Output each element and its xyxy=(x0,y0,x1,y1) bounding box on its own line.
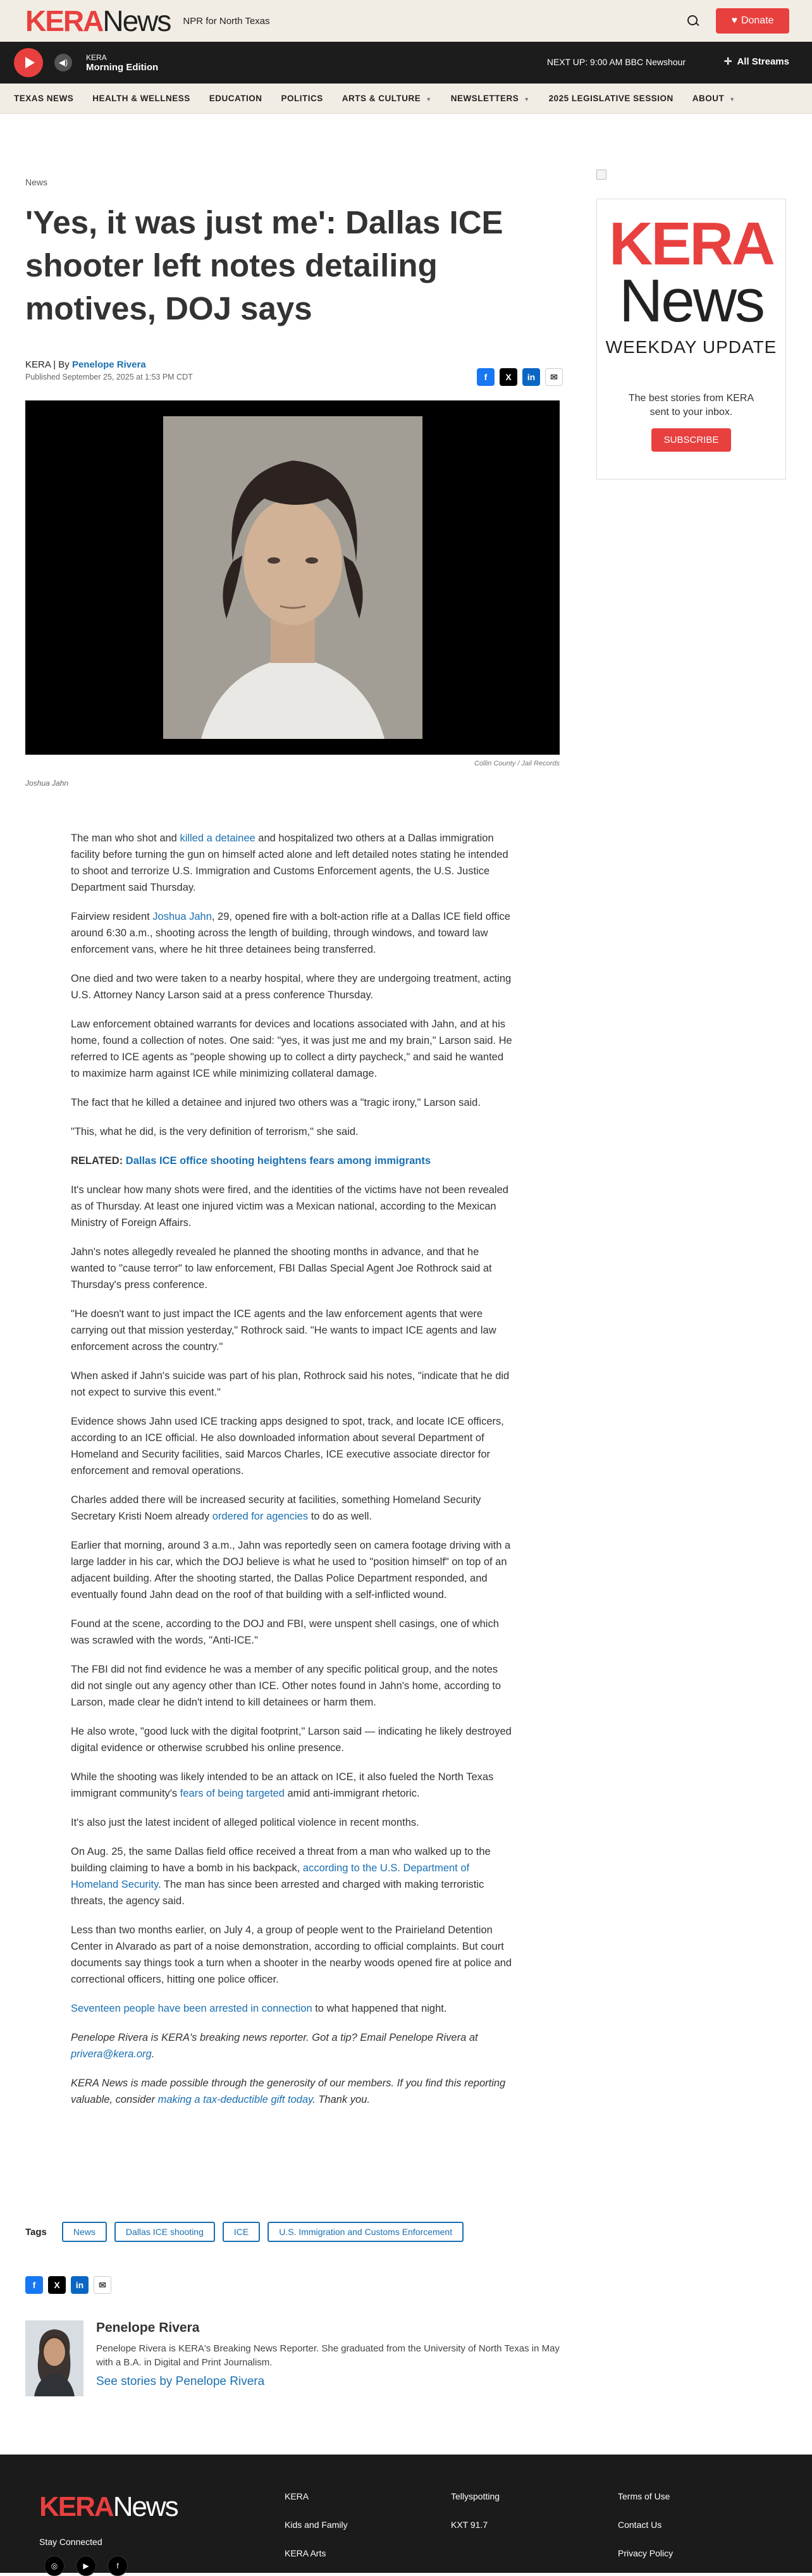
paragraph: Law enforcement obtained warrants for devices and locations associated with Jahn, and at his home, found a collection of notes. One said: "yes, it was just me and my brain," Larson said. He referred to ICE agents as "people showing up to collect a dirty paycheck," and said he wanted to maximize harm against ICE while minimizing collateral damage. xyxy=(71,1019,512,1079)
see-stories-link[interactable]: See stories by Penelope Rivera xyxy=(96,2375,265,2388)
station-info xyxy=(86,53,158,73)
text: , 29, opened fire with a bolt-action rifle at a Dallas ICE field office around 6:30 a.m., shooting across the length of building, through windows, and toward law enforcement vans, where he hit three detainees being transferred. xyxy=(71,911,510,955)
text: Charles added there will be increased security at facilities, something Homeland Security Secretary Kristi Noem already xyxy=(71,1494,481,1522)
footer-logo[interactable] xyxy=(39,2491,178,2523)
nav-politics[interactable]: POLITICS xyxy=(281,94,323,103)
top-header xyxy=(0,0,812,42)
footer-link[interactable]: Contact Us xyxy=(618,2520,662,2530)
footer-link[interactable]: KXT 91.7 xyxy=(451,2520,488,2530)
nav-newsletters-label: NEWSLETTERS xyxy=(450,94,519,103)
related-link xyxy=(71,1153,514,1169)
all-streams-button[interactable] xyxy=(724,56,789,67)
paragraph: Less than two months earlier, on July 4, a group of people went to the Prairieland Detention Center in Alvarado as part of a noise demonstration, according to official complaints. But court documents say things took a turn when a shooter in the nearby woods opened fire at police and correctional officers, hitting one police officer. xyxy=(71,1924,512,1985)
site-logo[interactable] xyxy=(25,4,170,38)
paragraph: The fact that he killed a detainee and injured two others was a "tragic irony," Larson said. xyxy=(71,1097,481,1108)
share-buttons xyxy=(477,368,563,386)
donation-note xyxy=(71,2075,514,2108)
footer-col-3 xyxy=(618,2482,673,2568)
text: While the shooting was likely intended to be an attack on ICE, it also fueled the North Texas immigrant community's xyxy=(71,1771,494,1799)
tags-row xyxy=(25,2222,464,2242)
email-link[interactable]: privera@kera.org xyxy=(71,2048,152,2060)
tag-ice[interactable]: ICE xyxy=(223,2222,260,2242)
paragraph: Jahn's notes allegedly revealed he planned the shooting months in advance, and that he wanted to "cause terror" to law enforcement, FBI Dallas Special Agent Joe Rothrock said at Thursday's press conference. xyxy=(71,1246,492,1291)
paragraph: "This, what he did, is the very definition of terrorism," she said. xyxy=(71,1126,359,1137)
nav-newsletters[interactable] xyxy=(451,94,530,103)
newsletter-promo[interactable] xyxy=(596,199,786,480)
article-body xyxy=(71,830,514,2121)
nav-texas-news[interactable]: TEXAS NEWS xyxy=(14,94,74,103)
paragraph xyxy=(71,830,514,896)
author-name: Penelope Rivera xyxy=(96,2320,200,2335)
text: to do as well. xyxy=(308,1511,372,1522)
tags-label: Tags xyxy=(25,2226,47,2238)
nav-health-wellness[interactable]: HEALTH & WELLNESS xyxy=(92,94,190,103)
instagram-icon[interactable]: ◎ xyxy=(44,2556,65,2576)
mugshot-photo xyxy=(163,416,422,739)
bottom-share-buttons xyxy=(25,2276,111,2294)
photo-credit: Collin County / Jail Records xyxy=(474,760,560,767)
volume-icon[interactable]: ◀) xyxy=(54,54,72,71)
footer-link[interactable]: KERA Arts xyxy=(285,2548,326,2558)
email-icon[interactable]: ✉ xyxy=(94,2276,111,2294)
footer-link[interactable]: Kids and Family xyxy=(285,2520,348,2530)
byline-org: KERA xyxy=(25,359,51,370)
inline-link[interactable]: according to the U.S. Department of Homeland Security xyxy=(71,1862,470,1890)
footer-link[interactable]: Privacy Policy xyxy=(618,2548,674,2558)
author-box xyxy=(25,2320,563,2396)
subscribe-button[interactable]: SUBSCRIBE xyxy=(651,428,732,452)
author-note xyxy=(71,2029,514,2062)
x-icon[interactable]: X xyxy=(500,368,517,386)
footer-link[interactable]: KERA xyxy=(285,2491,309,2501)
social-links xyxy=(44,2556,128,2576)
facebook-icon[interactable]: f xyxy=(25,2276,43,2294)
paragraph xyxy=(71,908,514,958)
author-bio: Penelope Rivera is KERA's Breaking News Reporter. She graduated from the University of North Texas in May with a B.A. in Digital and Print Journalism. xyxy=(96,2343,560,2368)
youtube-icon[interactable]: ▶ xyxy=(76,2556,96,2576)
inline-link[interactable]: Joshua Jahn xyxy=(152,911,212,922)
lead-image xyxy=(25,400,560,755)
paragraph: It's also just the latest incident of alleged political violence in recent months. xyxy=(71,1817,419,1828)
promo-text: The best stories from KERA sent to your inbox. xyxy=(628,393,754,418)
tag-news[interactable]: News xyxy=(62,2222,107,2242)
avatar[interactable] xyxy=(25,2320,83,2396)
published-date: Published September 25, 2025 at 1:53 PM CDT xyxy=(25,373,193,381)
main-nav xyxy=(0,84,812,114)
paragraph: The FBI did not find evidence he was a member of any specific political group, and the notes did not single out any agency other than ICE. Other notes found in Jahn's home, according to Larson, made clear he didn't intend to kill detainees or harm them. xyxy=(71,1664,501,1708)
next-up: NEXT UP: 9:00 AM BBC Newshour xyxy=(546,57,686,67)
nav-about[interactable] xyxy=(692,94,735,103)
x-icon[interactable]: X xyxy=(48,2276,66,2294)
facebook-icon[interactable]: f xyxy=(108,2556,128,2576)
paragraph: Earlier that morning, around 3 a.m., Jahn was reportedly seen on camera footage driving with a large ladder in his car, which the DOJ believe is what he used to "position himself" on top of an adjacent building. After the shooting started, the Dallas Police Department responded, and eventually found Jahn dead on the roof of that building with a self-inflicted wound. xyxy=(71,1540,511,1601)
linkedin-icon[interactable]: in xyxy=(522,368,540,386)
logo-kera: KERA xyxy=(25,4,103,37)
logo-news: News xyxy=(102,4,171,37)
tag-us-immigration[interactable]: U.S. Immigration and Customs Enforcement xyxy=(268,2222,464,2242)
donate-link[interactable]: making a tax-deductible gift today xyxy=(157,2094,313,2105)
footer-logo-news: News xyxy=(113,2491,178,2522)
text: Fairview resident xyxy=(71,911,153,922)
byline xyxy=(25,359,563,381)
footer-link[interactable]: Terms of Use xyxy=(618,2491,670,2501)
footer xyxy=(0,2455,812,2573)
donate-button[interactable] xyxy=(716,8,789,34)
nav-education[interactable]: EDUCATION xyxy=(209,94,262,103)
related-label: RELATED: xyxy=(71,1155,126,1167)
author-link[interactable]: Penelope Rivera xyxy=(71,359,146,370)
promo-logo-kera: KERA xyxy=(608,210,773,278)
text: . Thank you. xyxy=(312,2094,370,2105)
nav-legislative-session[interactable]: 2025 LEGISLATIVE SESSION xyxy=(548,94,674,103)
paragraph: It's unclear how many shots were fired, and the identities of the victims have not been revealed as of Thursday. At least one injured victim was a Mexican national, according to the Mexican Ministry of Foreign Affairs. xyxy=(71,1184,508,1229)
text: . xyxy=(151,2048,155,2060)
text: Penelope Rivera is KERA's breaking news reporter. Got a tip? Email Penelope Rivera at xyxy=(71,2032,478,2043)
linkedin-icon[interactable]: in xyxy=(71,2276,89,2294)
streams-icon: ✛ xyxy=(723,56,732,67)
promo-logo-news: News xyxy=(618,267,764,335)
broken-image-icon xyxy=(596,170,606,180)
promo-subtitle: WEEKDAY UPDATE xyxy=(605,337,777,357)
audio-player xyxy=(0,42,812,84)
program-name: Morning Edition xyxy=(86,61,159,73)
station-name: KERA xyxy=(86,53,107,62)
inline-link[interactable]: ordered for agencies xyxy=(212,1511,309,1522)
text: The man who shot and xyxy=(71,833,180,844)
paragraph: "He doesn't want to just impact the ICE agents and the law enforcement agents that were carrying out that mission yesterday," Rothrock said. "He wants to impact ICE agents and law enforcement across the country." xyxy=(71,1308,496,1353)
paragraph xyxy=(71,1492,514,1525)
play-button[interactable] xyxy=(14,48,43,77)
inline-link[interactable]: fears of being targeted xyxy=(180,1788,285,1799)
footer-col-1 xyxy=(285,2482,348,2568)
mugshot-illustration xyxy=(163,416,422,739)
footer-logo-kera: KERA xyxy=(39,2491,113,2522)
headline: 'Yes, it was just me': Dallas ICE shooter left notes detailing motives, DOJ says xyxy=(25,204,503,326)
footer-col-2 xyxy=(451,2482,500,2539)
paragraph xyxy=(71,2000,514,2017)
avatar-illustration xyxy=(25,2320,83,2396)
chevron-down-icon: ▼ xyxy=(524,96,530,102)
promo-logo xyxy=(597,210,785,335)
nav-about-label: ABOUT xyxy=(692,94,725,103)
chevron-down-icon: ▼ xyxy=(426,96,432,102)
footer-link[interactable]: Tellyspotting xyxy=(451,2491,500,2501)
paragraph: Evidence shows Jahn used ICE tracking apps designed to spot, track, and locate ICE officers, according to an ICE official. He also downloaded information about several Department of Homeland and Security facilities, said Marcos Charles, ICE executive associate director for enforcement and removal operations. xyxy=(71,1416,504,1477)
search-icon[interactable] xyxy=(687,15,699,27)
email-icon[interactable]: ✉ xyxy=(545,368,563,386)
paragraph: He also wrote, "good luck with the digital footprint," Larson said — indicating he likely destroyed digital evidence or otherwise scrubbed his online presence. xyxy=(71,1726,512,1754)
paragraph: One died and two were taken to a nearby hospital, where they are undergoing treatment, acting U.S. Attorney Nancy Larson said at a press conference Thursday. xyxy=(71,973,512,1001)
sidebar xyxy=(596,170,786,480)
inline-link[interactable]: Seventeen people have been arrested in connection xyxy=(71,2003,312,2014)
text: and hospitalized two others at a Dallas immigration facility before turning the gun on himself acted alone and left detailed notes stating he intended to shoot and terrorize U.S. Immigration and Customs Enforcement agents, the U.S. Justice Department said Thursday. xyxy=(71,833,508,893)
photo-caption: Joshua Jahn xyxy=(25,779,69,788)
text: On Aug. 25, the same Dallas field office received a threat from a man who walked up to the building claiming to have a bomb in his backpack, xyxy=(71,1846,491,1874)
byline-sep: | By xyxy=(51,359,72,370)
inline-link[interactable]: killed a detainee xyxy=(180,833,255,844)
text: amid anti-immigrant rhetoric. xyxy=(284,1788,420,1799)
heart-icon: ♥ xyxy=(731,15,737,26)
all-streams-label: All Streams xyxy=(737,56,789,67)
stay-connected: Stay Connected xyxy=(39,2537,102,2547)
paragraph: When asked if Jahn's suicide was part of his plan, Rothrock said his notes, "indicate that he did not expect to survive this event." xyxy=(71,1370,510,1398)
chevron-down-icon: ▼ xyxy=(729,96,735,102)
facebook-icon[interactable]: f xyxy=(477,368,495,386)
tagline: NPR for North Texas xyxy=(183,15,270,27)
text: to what happened that night. xyxy=(312,2003,447,2014)
paragraph: Found at the scene, according to the DOJ and FBI, were unspent shell casings, one of which was scrawled with the words, "Anti-ICE." xyxy=(71,1618,499,1646)
section-label[interactable]: News xyxy=(25,177,48,187)
tag-dallas-ice-shooting[interactable]: Dallas ICE shooting xyxy=(114,2222,215,2242)
paragraph xyxy=(71,1843,514,1909)
nav-arts-culture-label: ARTS & CULTURE xyxy=(341,94,421,103)
nav-arts-culture[interactable] xyxy=(342,94,432,103)
related-article-link[interactable]: Dallas ICE office shooting heightens fears among immigrants xyxy=(125,1155,431,1167)
text: . The man has since been arrested and charged with making terroristic threats, the agency said. xyxy=(71,1879,484,1907)
paragraph xyxy=(71,1769,514,1802)
donate-label: Donate xyxy=(741,15,774,26)
article-header xyxy=(25,177,563,788)
text: KERA News is made possible through the generosity of our members. If you find this reporting valuable, consider xyxy=(71,2078,506,2105)
